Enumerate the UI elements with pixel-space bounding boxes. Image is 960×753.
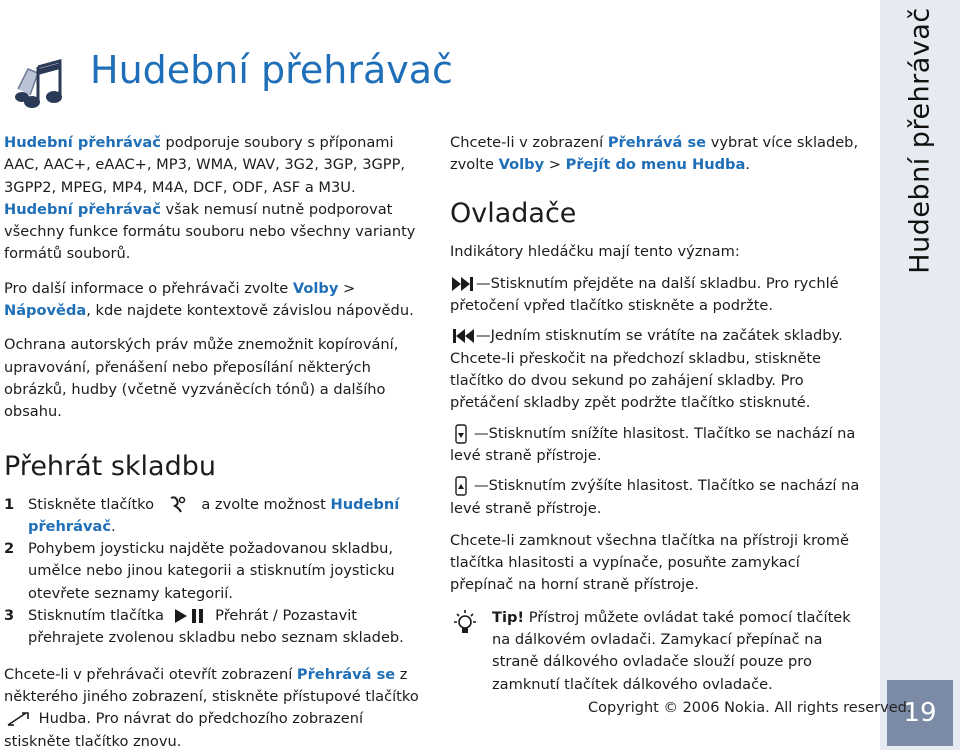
tip-label: Tip! (492, 608, 525, 626)
text: Pro další informace o přehrávači zvolte (4, 279, 293, 297)
text: , kde najdete kontextově závislou nápovědu. (86, 302, 414, 320)
play-pause-icon (173, 606, 207, 626)
list-item (4, 494, 424, 539)
keyword: Hudební přehrávač (4, 134, 161, 151)
control-item (450, 423, 860, 468)
text: . (745, 156, 750, 174)
text: vybrat více skladeb, zvolte (450, 134, 859, 174)
music-notes-icon (8, 55, 70, 115)
right-column (450, 132, 860, 696)
text: podporuje soubory s příponami AAC, AAC+, eAAC+, MP3, WMA, WAV, 3G2, 3GP, 3GPP, 3GPP2, MPEG, MP4, M4A, DCF, ODF, ASF a M3U. (4, 134, 406, 196)
keyword: Volby (498, 156, 545, 174)
text: —Stisknutím zvýšíte hlasitost. Tlačítko se nachází na levé straně přístroje. (450, 477, 860, 517)
text: z některého jiného zobrazení, stiskněte přístupové tlačítko (4, 665, 419, 705)
text: Stiskněte tlačítko (28, 495, 159, 513)
step-number: 1 (4, 495, 15, 513)
step-text: Pohybem joysticku najděte požadovanou skladbu, umělce nebo jinou kategorii a stisknutím joysticku otevřete seznamy kategorií. (28, 540, 395, 602)
copyright-footer: Copyright © 2006 Nokia. All rights reserved. (588, 700, 912, 716)
text: . (111, 517, 116, 535)
left-column (4, 132, 424, 753)
control-item (450, 325, 860, 414)
skip-forward-icon (450, 275, 476, 293)
text: Chcete-li v přehrávači otevřít zobrazení (4, 665, 297, 683)
keyword: Přehrává se (296, 665, 396, 683)
controls-intro: Indikátory hledáčku mají tento význam: (450, 242, 740, 260)
control-item (450, 475, 860, 520)
keyword: Nápověda (4, 302, 87, 320)
side-section-label (880, 0, 960, 280)
step-number: 2 (4, 540, 15, 558)
text: však nemusí nutně podporovat všechny funkce formátu souboru nebo všechny varianty formátů souborů. (4, 200, 416, 263)
formats-paragraph (4, 132, 424, 266)
music-key-icon (6, 711, 32, 727)
volume-up-icon (450, 475, 474, 497)
page-number: 19 (887, 680, 953, 746)
lightbulb-icon (450, 609, 480, 639)
keyword: Volby (292, 279, 339, 297)
text: Stisknutím tlačítka (28, 607, 169, 625)
copyright-notice-paragraph: Ochrana autorských práv může znemožnit kopírování, upravování, přenášení nebo přeposílání některých obrázků, hudby (včetně vyzváněcích tónů) a dalšího obsahu. (4, 336, 399, 421)
select-multiple-paragraph (450, 132, 860, 177)
keyword: Hudební přehrávač (4, 200, 161, 218)
section-title-controls: Ovladače (450, 197, 577, 229)
text: —Stisknutím snížíte hlasitost. Tlačítko se nachází na levé straně přístroje. (450, 424, 856, 464)
lock-paragraph: Chcete-li zamknout všechna tlačítka na přístroji kromě tlačítka hlasitosti a vypínače, posuňte zamykací přepínač na horní straně přístroje. (450, 531, 849, 594)
list-item (4, 538, 424, 605)
keyword: Hudební přehrávač (28, 495, 400, 535)
list-item (4, 605, 424, 650)
text: > (544, 156, 566, 174)
text: > (338, 279, 356, 297)
text: a zvolte možnost (201, 495, 331, 513)
steps-list (4, 494, 424, 650)
section-title-play: Přehrát skladbu (4, 450, 216, 482)
now-playing-paragraph (4, 664, 424, 753)
text: Hudba. Pro návrat do předchozího zobrazení stiskněte tlačítko znovu. (4, 710, 364, 750)
text: —Stisknutím přejděte na další skladbu. Pro rychlé přetočení vpřed tlačítko stiskněte a podržte. (450, 274, 839, 315)
page-title: Hudební přehrávač (90, 48, 453, 92)
menu-key-icon (167, 494, 189, 516)
skip-back-icon (450, 327, 476, 345)
help-paragraph (4, 278, 424, 323)
text: —Jedním stisknutím se vrátíte na začátek skladby. Chcete-li přeskočit na předchozí skladbu, stiskněte tlačítko do dvou sekund po zahájení skladby. Pro přetáčení skladby zpět podržte tlačítko stisknuté. (450, 327, 843, 412)
volume-down-icon (450, 423, 474, 445)
control-item (450, 273, 860, 318)
keyword: Přehrává se (607, 134, 707, 151)
step-number: 3 (4, 607, 15, 625)
tip-box (450, 607, 860, 696)
keyword: Přejít do menu Hudba (565, 156, 746, 174)
side-label-text: Hudební přehrávač (904, 6, 936, 274)
text: Přehrát / Pozastavit přehrajete zvolenou skladbu nebo seznam skladeb. (28, 607, 404, 647)
text: Přístroj můžete ovládat také pomocí tlačítek na dálkovém ovladači. Zamykací přepínač na straně dálkového ovladače slouží pouze pro zamknutí tlačítek dálkového ovladače. (492, 608, 851, 693)
text: Chcete-li v zobrazení (450, 134, 608, 151)
